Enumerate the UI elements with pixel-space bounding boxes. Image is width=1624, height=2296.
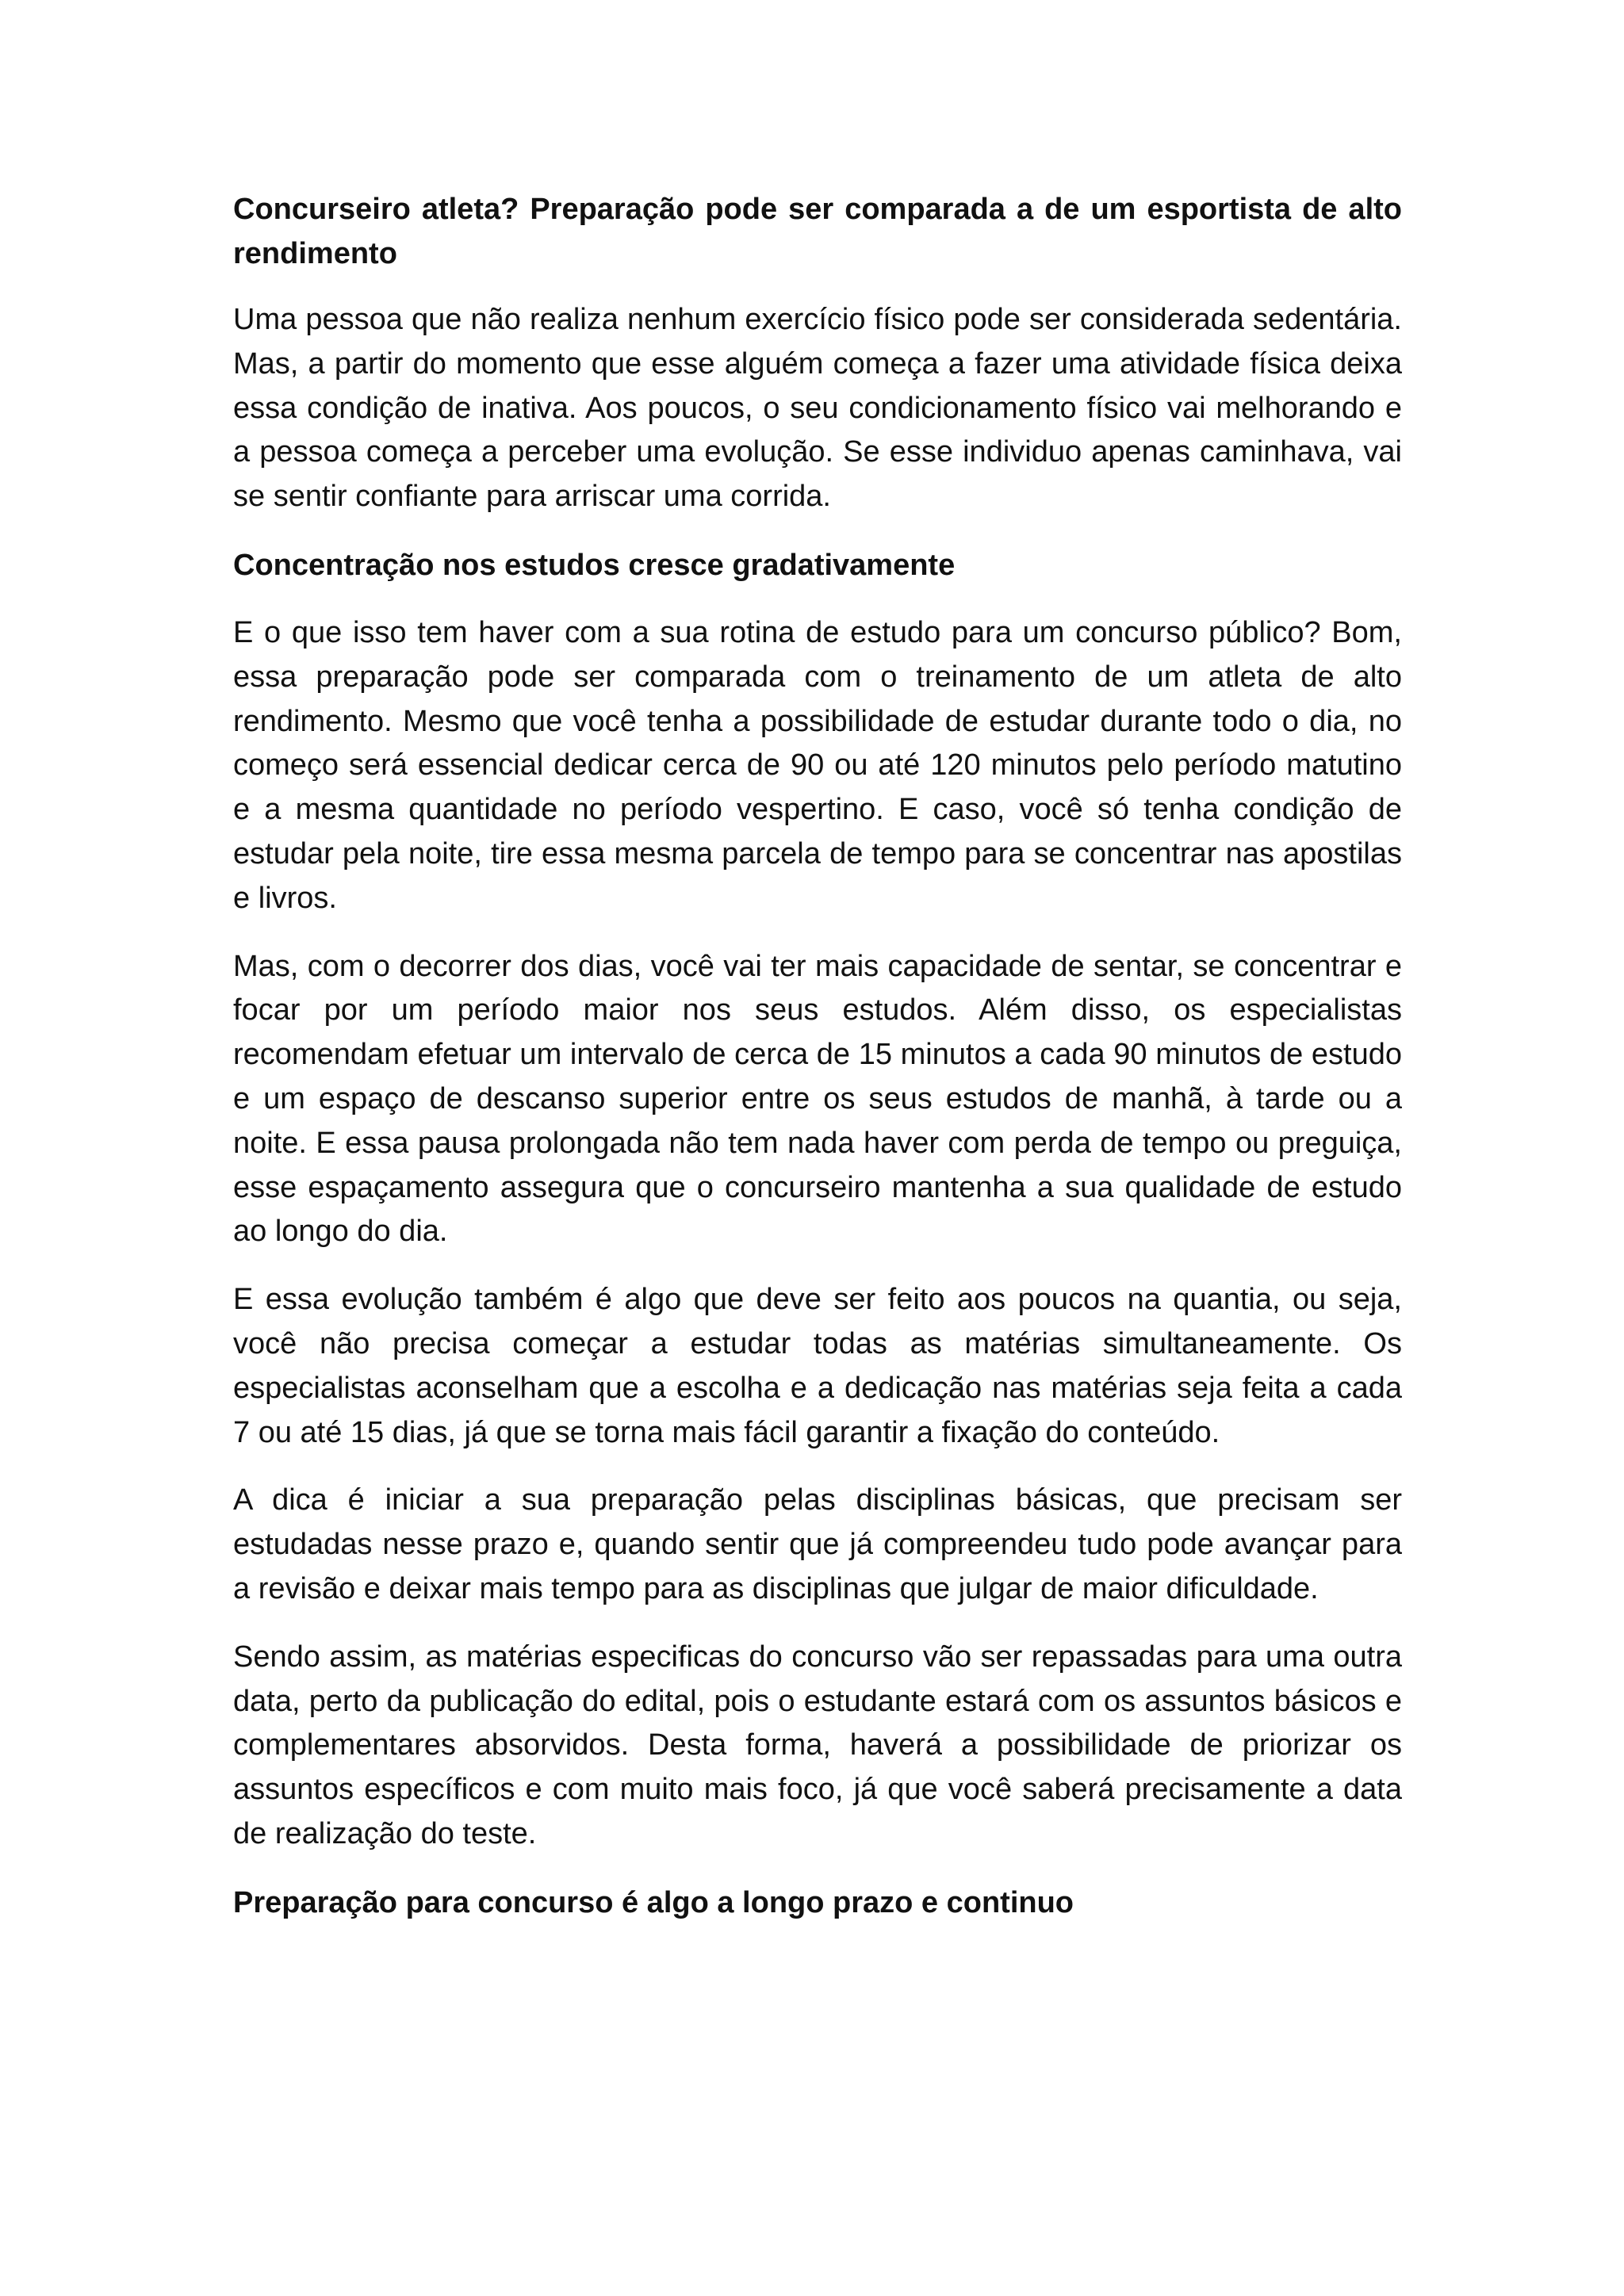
body-paragraph: Mas, com o decorrer dos dias, você vai ter mais capacidade de sentar, se concentrar e focar por um período maior nos seus estudos. Além disso, os especialistas recomendam efetuar um intervalo de cerca de 15 minutos a cada 90 minutos de estudo e um espaço de descanso superior entre os seus estudos de manhã, à tarde ou a noite. E essa pausa prolongada não tem nada haver com perda de tempo ou preguiça, esse espaçamento assegura que o concurseiro mantenha a sua qualidade de estudo ao longo do dia. — [233, 949, 1402, 1249]
section-heading-concentracao: Concentração nos estudos cresce gradativamente — [233, 548, 956, 582]
intro-paragraph: Uma pessoa que não realiza nenhum exercício físico pode ser considerada sedentária. Mas, a partir do momento que esse alguém começa a fazer uma atividade física deixa essa condição de inativa. Aos poucos, o seu condicionamento físico vai melhorando e a pessoa começa a perceber uma evolução. Se esse individuo apenas caminhava, vai se sentir confiante para arriscar uma corrida. — [233, 303, 1402, 514]
body-paragraph: E essa evolução também é algo que deve ser feito aos poucos na quantia, ou seja, você não precisa começar a estudar todas as matérias simultaneamente. Os especialistas aconselham que a escolha e a dedicação nas matérias seja feita a cada 7 ou até 15 dias, já que se torna mais fácil garantir a fixação do conteúdo. — [233, 1283, 1402, 1449]
body-paragraph: A dica é iniciar a sua preparação pelas disciplinas básicas, que precisam ser estudadas nesse prazo e, quando sentir que já compreendeu tudo pode avançar para a revisão e deixar mais tempo para as disciplinas que julgar de maior dificuldade. — [233, 1483, 1402, 1605]
body-paragraph: E o que isso tem haver com a sua rotina de estudo para um concurso público? Bom, essa preparação pode ser comparada com o treinamento de um atleta de alto rendimento. Mesmo que você tenha a possibilidade de estudar durante todo o dia, no começo será essencial dedicar cerca de 90 ou até 120 minutos pelo período matutino e a mesma quantidade no período vespertino. E caso, você só tenha condição de estudar pela noite, tire essa mesma parcela de tempo para se concentrar nas apostilas e livros. — [233, 615, 1402, 915]
document-title: Concurseiro atleta? Preparação pode ser comparada a de um esportista de alto rendimento — [233, 193, 1402, 270]
body-paragraph: Sendo assim, as matérias especificas do concurso vão ser repassadas para uma outra data, perto da publicação do edital, pois o estudante estará com os assuntos básicos e complementares absorvidos. Desta forma, haverá a possibilidade de priorizar os assuntos específicos e com muito mais foco, já que você saberá precisamente a data de realização do teste. — [233, 1640, 1402, 1850]
section-heading-preparacao: Preparação para concurso é algo a longo prazo e continuo — [233, 1885, 1074, 1919]
